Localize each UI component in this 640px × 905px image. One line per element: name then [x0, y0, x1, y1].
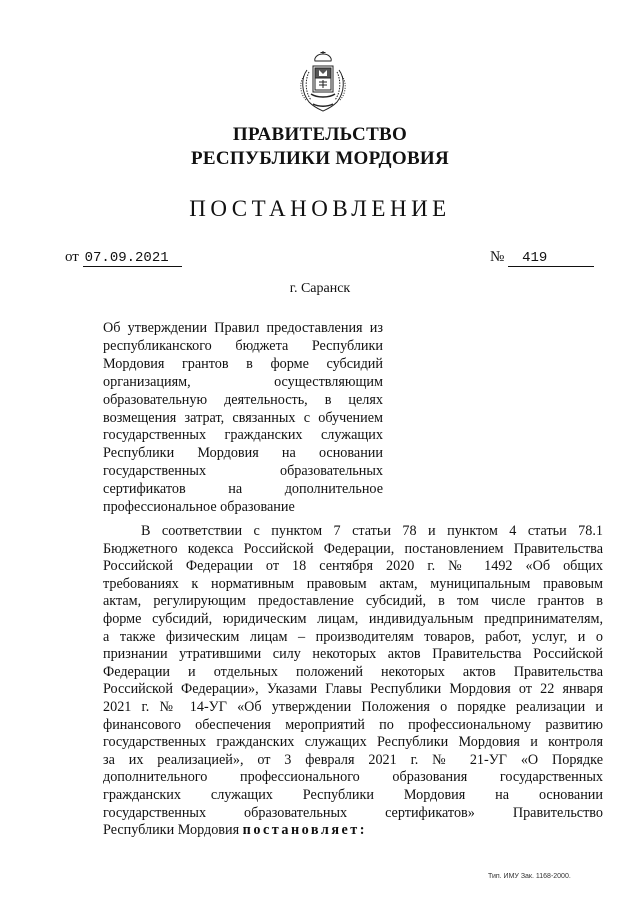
- subject-line: Мордовия грантов в форме субсидий: [103, 355, 383, 372]
- body-line: финансового обеспечения мероприятий по профессиональному развитию: [103, 716, 603, 733]
- body-line: требованиях к нормативным правовым актам, муниципальным правовым: [103, 575, 603, 592]
- subject-line: организациям, осуществляющим: [103, 373, 383, 390]
- body-line: за их реализацией», от 3 февраля 2021 г. № 21-УГ «О Порядке: [103, 751, 603, 768]
- document-body: [103, 523, 603, 840]
- body-line: Российской Федерации», Указами Главы Республики Мордовия от 22 января: [103, 681, 603, 698]
- body-line: государственных гражданских служащих Республики Мордовия и контроля: [103, 734, 603, 751]
- body-line: 2021 г. № 14-УГ «Об утверждении Положения о порядке реализации и: [103, 698, 603, 715]
- document-date: [65, 249, 182, 267]
- government-name-line1: ПРАВИТЕЛЬСТВО: [232, 124, 408, 145]
- date-prefix: от: [65, 249, 79, 265]
- subject-line: образовательную деятельность, в целях: [103, 391, 383, 408]
- subject-line: профессиональное образование: [103, 499, 295, 516]
- date-value: 07.09.2021: [83, 250, 182, 267]
- body-line: дополнительного профессионального образования государственных: [103, 769, 603, 786]
- body-line: а также физическим лицам – производителям товаров, работ, услуг, и о: [103, 628, 603, 645]
- body-line: Бюджетного кодекса Российской Федерации, постановлением Правительства: [103, 540, 603, 557]
- number-value: 419: [508, 250, 594, 267]
- document-subject: [103, 320, 383, 517]
- body-last-prefix: Республики Мордовия: [103, 822, 243, 839]
- government-name-line2: РЕСПУБЛИКИ МОРДОВИЯ: [190, 148, 450, 169]
- number-prefix: №: [490, 249, 505, 265]
- subject-line: Республики Мордовия на основании: [103, 445, 383, 462]
- subject-line: сертификатов на дополнительное: [103, 481, 383, 498]
- subject-line: Об утверждении Правил предоставления из: [103, 320, 383, 336]
- subject-line: государственных образовательных: [103, 463, 383, 480]
- body-line: актам, регулирующим предоставление субсидий, в том числе грантов в: [103, 593, 603, 610]
- city-name: г. Саранск: [289, 281, 351, 296]
- decree-word: постановляет:: [242, 822, 367, 839]
- print-footer: Тип. ИМУ Зак. 1168-2000.: [488, 873, 571, 880]
- body-line: гражданских служащих Республики Мордовия на основании: [103, 786, 603, 803]
- document-type-title: ПОСТАНОВЛЕНИЕ: [189, 196, 451, 221]
- body-line: Федерации и отдельных положений некоторых актов Правительства: [103, 663, 603, 680]
- subject-line: республиканского бюджета Республики: [103, 337, 383, 354]
- subject-line: государственных гражданских служащих: [103, 427, 383, 444]
- coat-of-arms-icon: [297, 50, 349, 114]
- body-line: В соответствии с пунктом 7 статьи 78 и пунктом 4 статьи 78.1: [141, 523, 603, 539]
- body-line: Российской Федерации от 18 сентября 2020 г. № 1492 «Об общих: [103, 558, 603, 575]
- body-line: государственных образовательных сертификатов» Правительство: [103, 804, 603, 821]
- subject-line: возмещения затрат, связанных с обучением: [103, 409, 383, 426]
- body-last-line: [103, 822, 603, 840]
- body-line: форме субсидий, юридическим лицам, индивидуальным предпринимателям,: [103, 610, 603, 627]
- body-line: признании утратившими силу некоторых актов Правительства Российской: [103, 646, 603, 663]
- document-number: [490, 249, 594, 267]
